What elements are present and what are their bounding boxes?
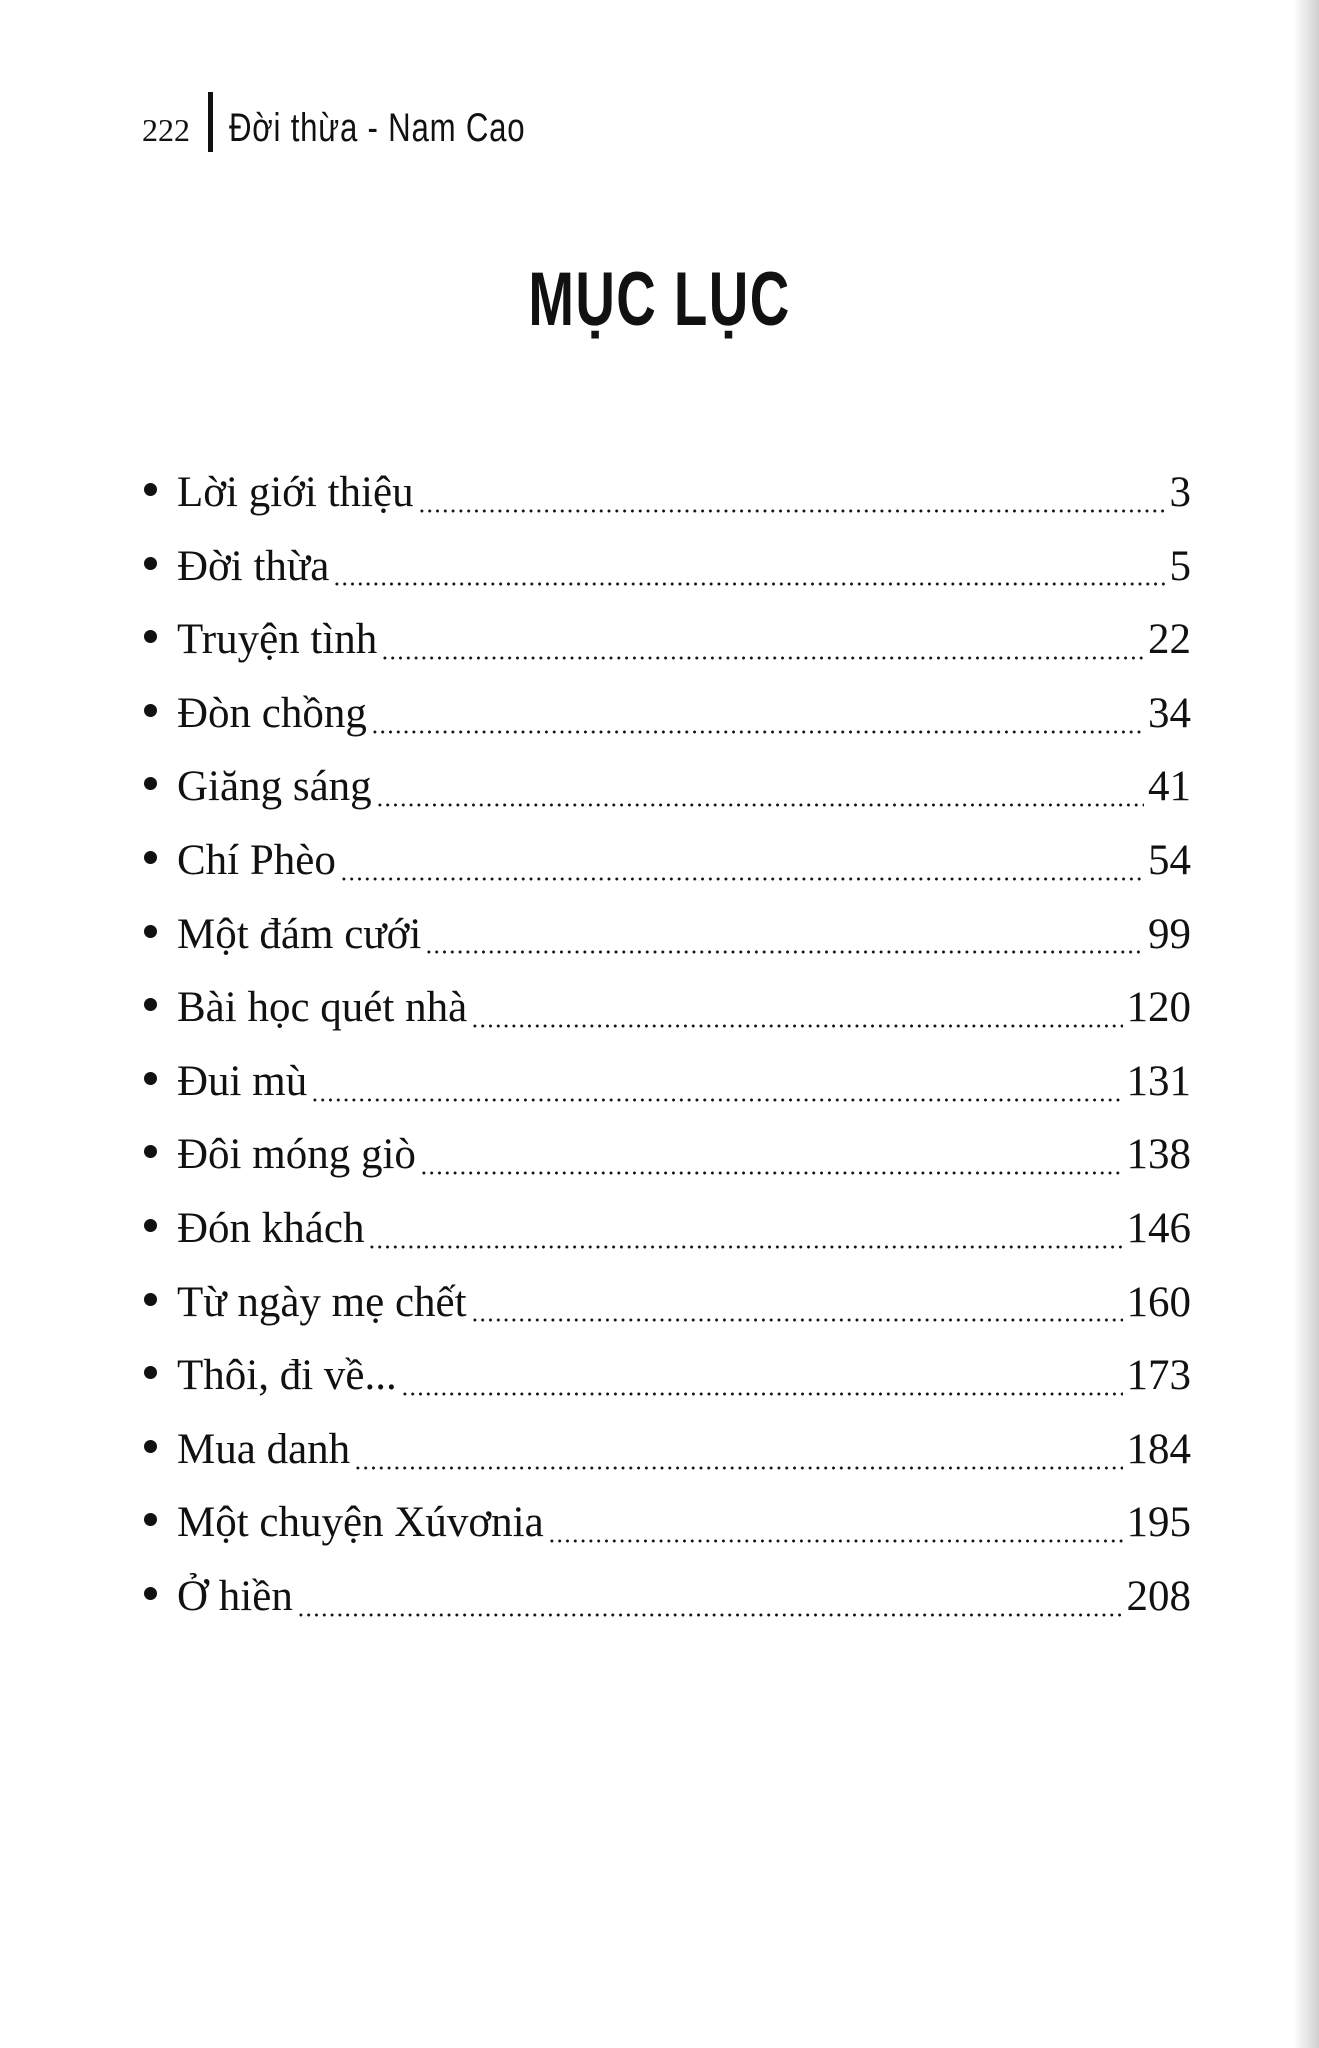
toc-entry-page: 138 [1126, 1131, 1191, 1179]
toc-entry[interactable] [144, 1413, 1191, 1487]
toc-entry-title: Lời giới thiệu [177, 469, 414, 516]
dot-leader [401, 1392, 1123, 1396]
dot-leader [354, 1466, 1122, 1470]
dot-leader [471, 1318, 1123, 1322]
toc-entry[interactable] [144, 898, 1191, 972]
toc-entry-page: 160 [1126, 1278, 1191, 1326]
toc-entry[interactable] [144, 1486, 1191, 1560]
bullet-icon [144, 998, 157, 1011]
toc-entry-title: Đời thừa [177, 542, 330, 590]
dot-leader [418, 509, 1166, 513]
toc-entry-title: Mua danh [177, 1425, 351, 1473]
dot-leader [548, 1539, 1123, 1543]
toc-entry[interactable] [144, 677, 1191, 751]
toc-entry[interactable] [144, 750, 1191, 824]
toc-entry-page: 5 [1169, 542, 1191, 590]
bullet-icon [144, 1219, 157, 1232]
bullet-icon [144, 925, 157, 938]
toc-entry-page: 99 [1148, 910, 1191, 958]
toc-heading: MỤC LỤC [528, 257, 791, 342]
toc-entry-title: Một đám cưới [177, 910, 422, 958]
bullet-icon [144, 557, 157, 570]
dot-leader [425, 950, 1144, 954]
toc-entry-page: 131 [1126, 1057, 1191, 1105]
toc-entry[interactable] [144, 1118, 1191, 1192]
toc-entry-title: Đui mù [177, 1057, 308, 1105]
toc-entry-title: Chí Phèo [177, 836, 336, 884]
toc-entry-title: Bài học quét nhà [177, 984, 468, 1032]
toc-entry-title: Thôi, đi về... [177, 1352, 397, 1400]
bullet-icon [144, 483, 157, 496]
bullet-icon [144, 1440, 157, 1453]
toc-entry-title: Đòn chồng [177, 689, 367, 737]
dot-leader [340, 877, 1144, 881]
page-number: 222 [142, 112, 190, 148]
toc-entry-page: 22 [1148, 616, 1191, 664]
toc-entry-page: 120 [1126, 984, 1191, 1032]
toc-entry[interactable] [144, 971, 1191, 1045]
bullet-icon [144, 1587, 157, 1600]
toc-entry-title: Truyện tình [177, 616, 378, 664]
bullet-icon [144, 1072, 157, 1085]
toc-entry-title: Một chuyện Xúvơnia [177, 1499, 544, 1547]
dot-leader [420, 1171, 1123, 1175]
toc-entry-page: 173 [1126, 1352, 1191, 1400]
bullet-icon [144, 777, 157, 790]
toc-entry-page: 41 [1148, 763, 1191, 811]
toc-entry[interactable] [144, 1045, 1191, 1119]
toc-entry-page: 54 [1148, 836, 1191, 884]
toc-entry-title: Đôi móng giò [177, 1131, 416, 1179]
bullet-icon [144, 1366, 157, 1379]
toc-entry-page: 3 [1169, 469, 1191, 516]
toc-entry-page: 146 [1126, 1204, 1191, 1252]
toc-entry-page: 184 [1126, 1425, 1191, 1473]
dot-leader [376, 803, 1144, 807]
toc-entry[interactable] [144, 1339, 1191, 1413]
toc-entry-page: 208 [1126, 1572, 1191, 1620]
toc-entry[interactable] [144, 456, 1191, 530]
header-divider [208, 92, 213, 152]
toc-entry-title: Giăng sáng [177, 763, 372, 811]
dot-leader [333, 582, 1165, 586]
bullet-icon [144, 1293, 157, 1306]
bullet-icon [144, 1513, 157, 1526]
dot-leader [368, 1245, 1122, 1249]
page-edge-shadow [1293, 0, 1319, 2048]
toc-entry[interactable] [144, 1192, 1191, 1266]
toc-entry[interactable] [144, 1560, 1191, 1634]
book-title: Đời thừa - Nam Cao [229, 106, 526, 150]
toc-entry-title: Ở hiền [177, 1572, 293, 1620]
bullet-icon [144, 1145, 157, 1158]
dot-leader [371, 730, 1144, 734]
toc-entry-title: Đón khách [177, 1204, 365, 1252]
bullet-icon [144, 630, 157, 643]
toc-entry-title: Từ ngày mẹ chết [177, 1278, 467, 1326]
bullet-icon [144, 851, 157, 864]
dot-leader [471, 1024, 1122, 1028]
running-head [142, 96, 609, 152]
table-of-contents [144, 456, 1191, 1634]
toc-entry[interactable] [144, 603, 1191, 677]
dot-leader [311, 1098, 1122, 1102]
dot-leader [297, 1613, 1123, 1617]
toc-entry[interactable] [144, 1266, 1191, 1340]
dot-leader [381, 656, 1144, 660]
toc-entry-page: 34 [1148, 689, 1191, 737]
toc-entry[interactable] [144, 824, 1191, 898]
toc-entry[interactable] [144, 530, 1191, 604]
bullet-icon [144, 704, 157, 717]
toc-entry-page: 195 [1126, 1499, 1191, 1547]
